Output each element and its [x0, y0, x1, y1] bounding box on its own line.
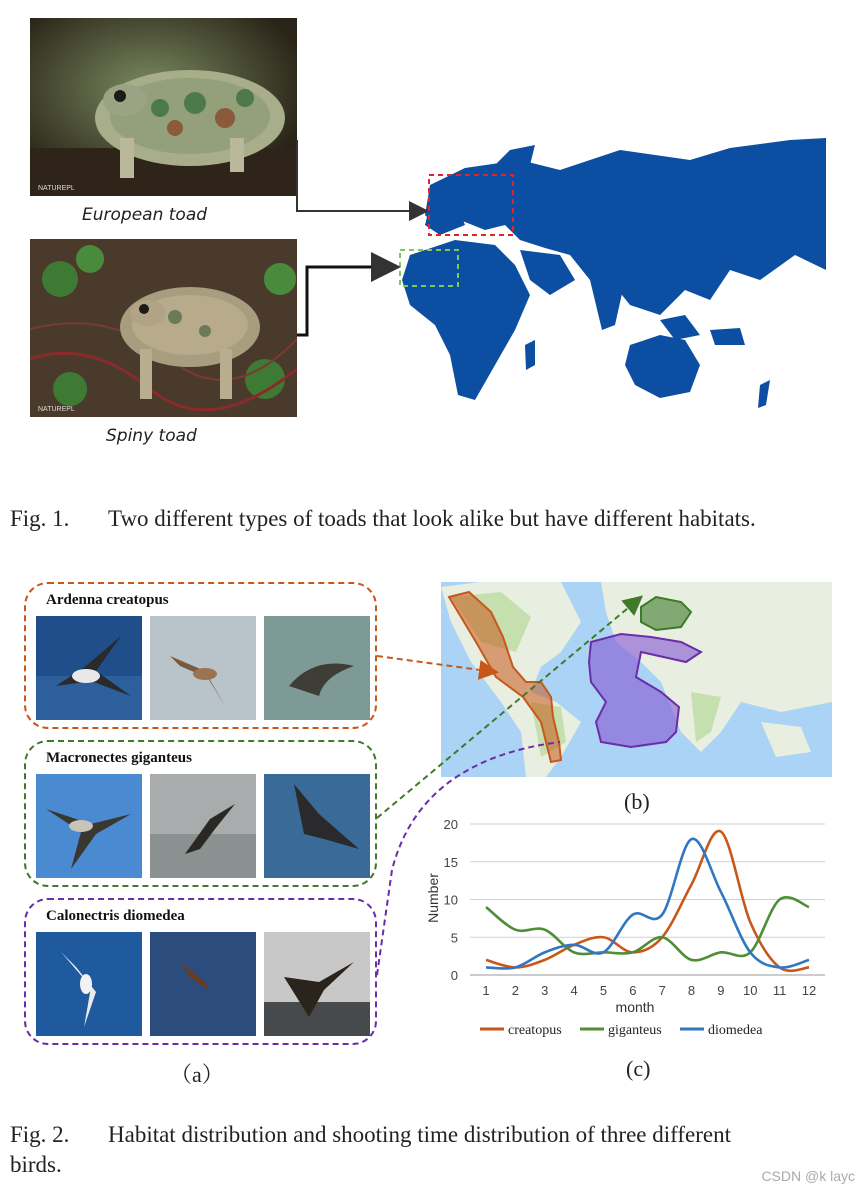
x-tick-label: 6: [629, 983, 637, 998]
spiny-toad-arrow: [297, 267, 395, 335]
x-tick-label: 10: [743, 983, 758, 998]
european-toad-photo: [30, 18, 297, 196]
figure-2-number: Fig. 2.: [10, 1122, 70, 1147]
panel-label-b: (b): [624, 789, 650, 814]
x-tick-label: 1: [482, 983, 490, 998]
legend-item-creatopus: [480, 1023, 562, 1038]
european-toad-arrow: [297, 140, 425, 211]
x-tick-label: 7: [658, 983, 666, 998]
legend-item-giganteus: [580, 1023, 662, 1038]
y-tick-label: 5: [450, 930, 458, 946]
y-tick-label: 15: [443, 854, 458, 870]
chart-x-ticks: [482, 983, 816, 998]
giganteus-connector: [377, 598, 640, 818]
watermark: CSDN @k layc: [761, 1168, 855, 1184]
x-tick-label: 9: [717, 983, 725, 998]
chart-legend: [480, 1023, 763, 1038]
legend-label: giganteus: [608, 1023, 662, 1038]
legend-label: diomedea: [708, 1023, 763, 1038]
figure-2-caption: [10, 1120, 731, 1180]
bird-title-diomedea: Calonectris diomedea: [46, 908, 185, 924]
spiny-toad-caption: Spiny toad: [106, 426, 197, 446]
creatopus-connector: [377, 656, 495, 672]
legend-item-diomedea: [680, 1023, 763, 1038]
chart-x-label: month: [615, 999, 655, 1015]
monthly-sightings-chart: [410, 808, 840, 1048]
x-tick-label: 4: [570, 983, 578, 998]
y-tick-label: 0: [450, 968, 458, 983]
bird-title-creatopus: Ardenna creatopus: [46, 592, 169, 608]
figure-1-number: Fig. 1.: [10, 506, 70, 531]
x-tick-label: 11: [772, 983, 787, 998]
series-line-creatopus: [486, 831, 809, 971]
map-landmass: [402, 138, 826, 408]
spiny-toad-photo: [30, 239, 297, 417]
chart-series-lines: [486, 831, 809, 971]
x-tick-label: 2: [511, 983, 519, 998]
legend-label: creatopus: [508, 1023, 562, 1038]
panel-label-a: （a）: [170, 1062, 224, 1087]
x-tick-label: 5: [599, 983, 608, 998]
figure1-arrows: [290, 130, 440, 350]
photo-credit: NATUREPL: [38, 185, 75, 192]
series-line-giganteus: [486, 897, 809, 960]
bird-title-giganteus: Macronectes giganteus: [46, 750, 192, 766]
figure-2-text-line1: Habitat distribution and shooting time distribution of three different: [108, 1122, 732, 1147]
photo-credit-2: NATUREPL: [38, 406, 75, 413]
x-tick-label: 8: [687, 983, 696, 998]
chart-y-label: Number: [425, 873, 441, 923]
x-tick-label: 12: [801, 983, 817, 998]
panel-label-c: (c): [626, 1056, 651, 1081]
figure-1-caption: [10, 504, 756, 534]
chart-y-ticks: [444, 817, 458, 983]
y-tick-label: 10: [443, 892, 458, 908]
european-toad-caption: European toad: [82, 205, 208, 225]
figure-1-text: Two different types of toads that look alike but have different habitats.: [108, 506, 756, 531]
y-tick-label: 20: [443, 817, 458, 832]
chart-grid: [470, 824, 825, 975]
figure-2-text-line2: birds.: [10, 1152, 62, 1177]
x-tick-label: 3: [541, 983, 549, 998]
